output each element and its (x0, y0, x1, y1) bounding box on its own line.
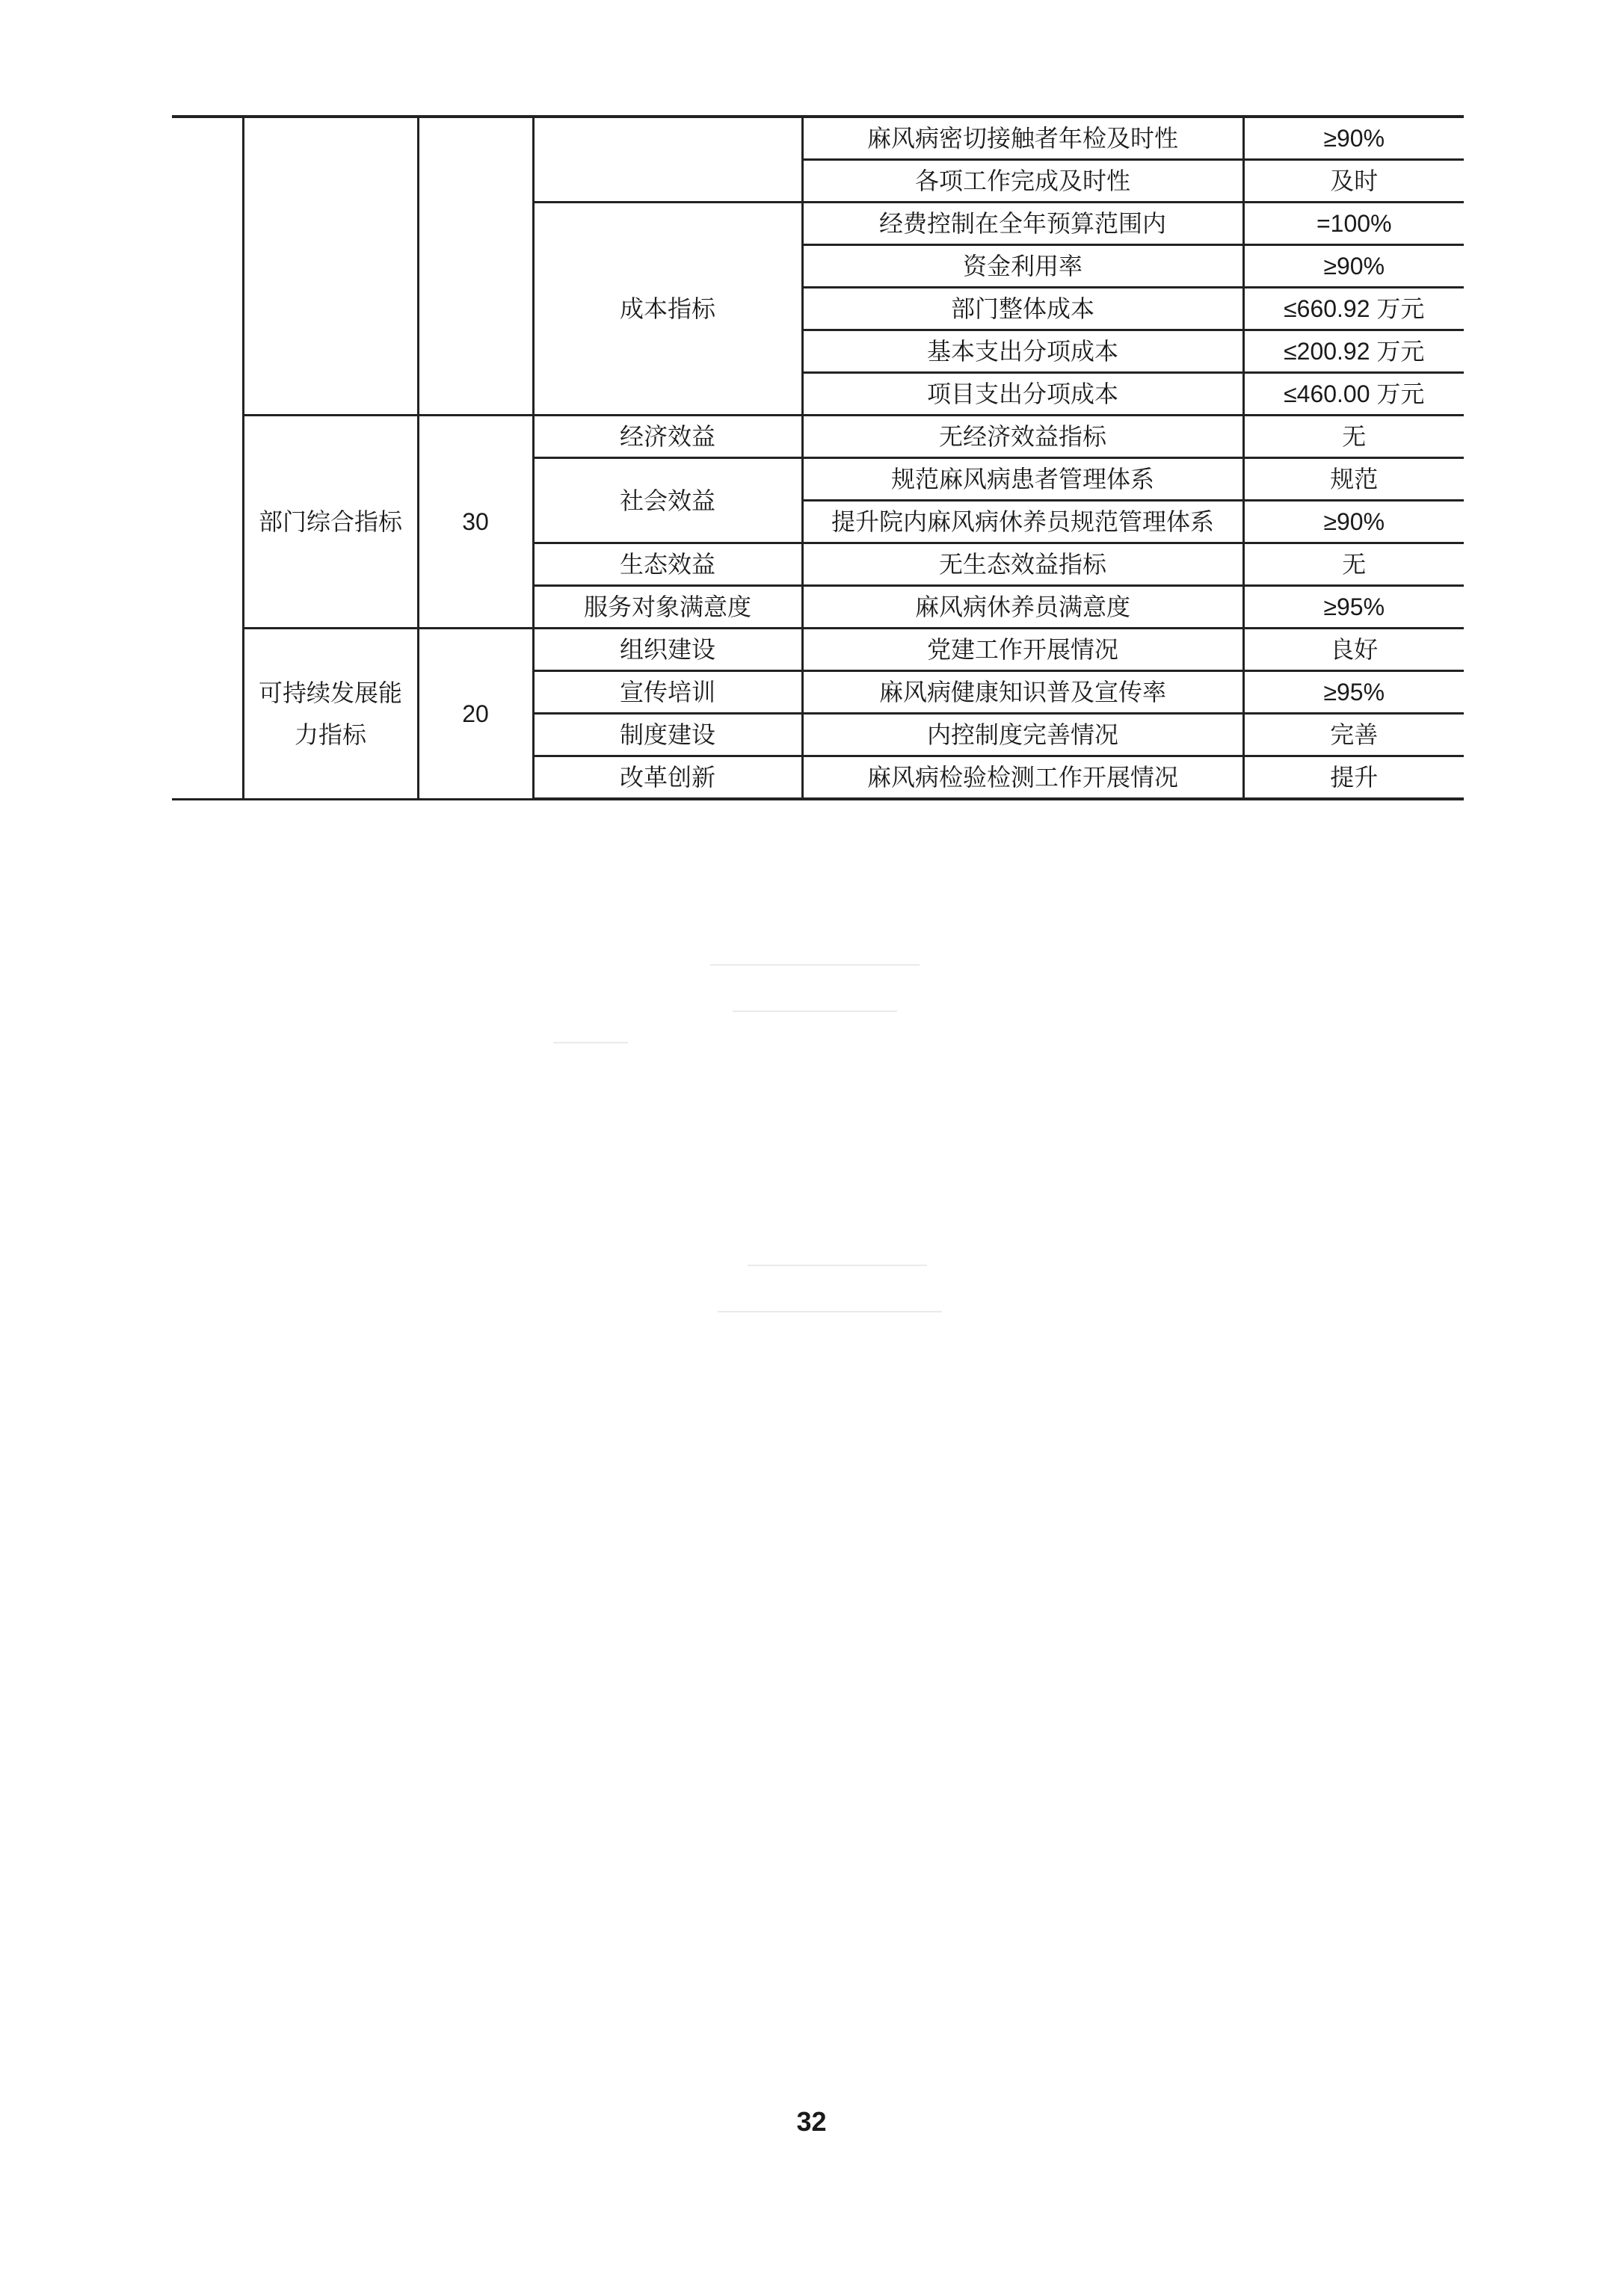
section-score: 20 (418, 629, 533, 800)
indicator-cell: 部门整体成本 (802, 288, 1243, 330)
subcategory-cell: 组织建设 (533, 629, 802, 671)
target-value-cell: ≤200.92 万元 (1243, 330, 1464, 373)
scan-smudge (748, 1265, 927, 1266)
indicator-cell: 基本支出分项成本 (802, 330, 1243, 373)
performance-indicator-table (172, 115, 1464, 800)
table-row (172, 629, 1464, 671)
section-dept-comprehensive: 部门综合指标 (243, 416, 418, 629)
indicator-cell: 无生态效益指标 (802, 543, 1243, 586)
scan-smudge (718, 1311, 942, 1312)
indicator-cell: 经费控制在全年预算范围内 (802, 203, 1243, 245)
table-row (172, 416, 1464, 458)
indicator-cell: 党建工作开展情况 (802, 629, 1243, 671)
indicator-cell: 各项工作完成及时性 (802, 160, 1243, 203)
page-number: 32 (796, 2106, 827, 2137)
subcategory-cell (533, 117, 802, 203)
indicator-cell: 麻风病密切接触者年检及时性 (802, 117, 1243, 160)
indicator-cell: 麻风病检验检测工作开展情况 (802, 756, 1243, 800)
target-value-cell: =100% (1243, 203, 1464, 245)
section-score: 30 (418, 416, 533, 629)
section-label-cell (243, 117, 418, 416)
indicator-cell: 无经济效益指标 (802, 416, 1243, 458)
subcategory-cell: 宣传培训 (533, 671, 802, 714)
subcategory-cost-indicators: 成本指标 (533, 203, 802, 416)
target-value-cell: ≤460.00 万元 (1243, 373, 1464, 416)
indicator-cell: 提升院内麻风病休养员规范管理体系 (802, 501, 1243, 543)
target-value-cell: 良好 (1243, 629, 1464, 671)
scan-smudge (733, 1010, 897, 1012)
target-value-cell: ≤660.92 万元 (1243, 288, 1464, 330)
subcategory-economic: 经济效益 (533, 416, 802, 458)
subcategory-cell: 制度建设 (533, 714, 802, 756)
target-value-cell: 提升 (1243, 756, 1464, 800)
section-score-cell (418, 117, 533, 416)
indicator-cell: 资金利用率 (802, 245, 1243, 288)
target-value-cell: ≥90% (1243, 501, 1464, 543)
indicator-cell: 规范麻风病患者管理体系 (802, 458, 1243, 501)
target-value-cell: ≥95% (1243, 671, 1464, 714)
subcategory-social: 社会效益 (533, 458, 802, 543)
scan-smudge (710, 964, 920, 966)
target-value-cell: ≥90% (1243, 117, 1464, 160)
target-value-cell: 及时 (1243, 160, 1464, 203)
subcategory-ecological: 生态效益 (533, 543, 802, 586)
target-value-cell: 完善 (1243, 714, 1464, 756)
target-value-cell: 无 (1243, 543, 1464, 586)
indicator-cell: 麻风病休养员满意度 (802, 586, 1243, 629)
scan-smudge (553, 1042, 628, 1043)
indicator-cell: 内控制度完善情况 (802, 714, 1243, 756)
table-row (172, 117, 1464, 160)
subcategory-cell: 改革创新 (533, 756, 802, 800)
target-value-cell: ≥95% (1243, 586, 1464, 629)
target-value-cell: ≥90% (1243, 245, 1464, 288)
target-value-cell: 无 (1243, 416, 1464, 458)
section-sustainable-development: 可持续发展能力指标 (243, 629, 418, 800)
indicator-cell: 项目支出分项成本 (802, 373, 1243, 416)
target-value-cell: 规范 (1243, 458, 1464, 501)
indicator-cell: 麻风病健康知识普及宣传率 (802, 671, 1243, 714)
subcategory-satisfaction: 服务对象满意度 (533, 586, 802, 629)
category-cell (172, 117, 243, 799)
